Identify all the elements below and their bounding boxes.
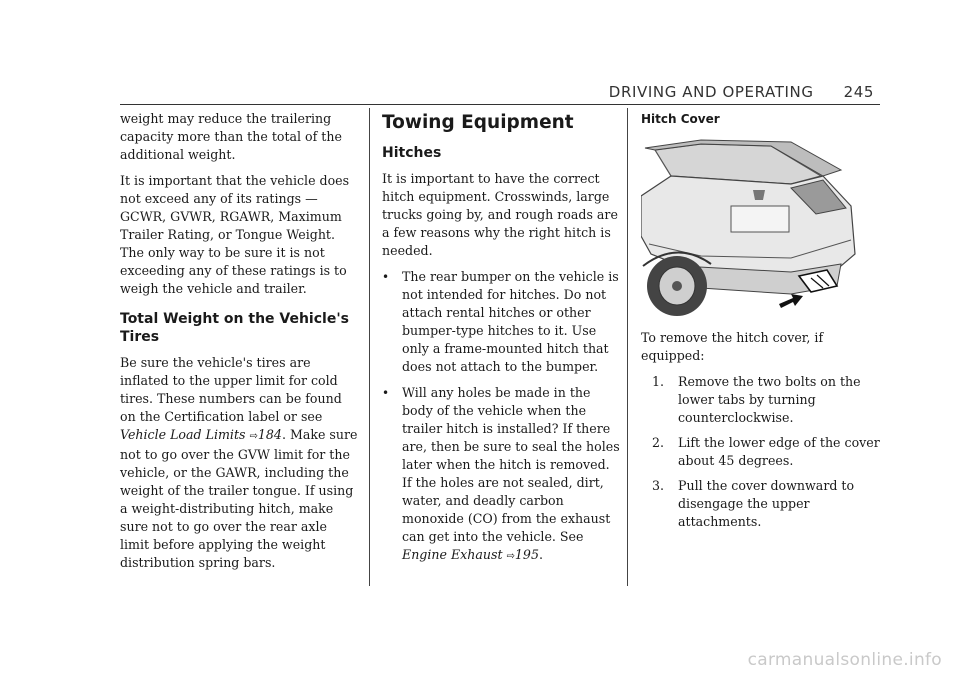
page-arrow-icon: ⇨ (249, 431, 258, 442)
step-text: Lift the lower edge of the cover about 45 degrees. (678, 435, 880, 468)
step-number: 3. (652, 478, 665, 493)
page-header (609, 83, 874, 101)
step-text: Remove the two bolts on the lower tabs by turning counterclockwise. (678, 374, 861, 425)
paragraph (120, 354, 360, 572)
list-item (652, 477, 881, 531)
column-middle (382, 110, 620, 574)
column-divider (627, 108, 628, 586)
paragraph: It is important to have the correct hitch equipment. Crosswinds, large trucks going by, and rough roads are a few reasons why the right hitch is needed. (382, 171, 618, 258)
list-item-text: Will any holes be made in the body of the vehicle when the trailer hitch is installed? If there are, then be sure to seal the holes later when the hitch is removed. If the holes are not sealed, dirt, water, and deadly carbon monoxide (CO) from the exhaust can get into the vehicle. See (402, 385, 620, 544)
section-title: DRIVING AND OPERATING (608, 83, 814, 101)
page-reference[interactable]: 195 (514, 547, 539, 562)
paragraph: To remove the hitch cover, if equipped: (641, 330, 824, 363)
step-number: 1. (652, 374, 665, 389)
paragraph: It is important that the vehicle does not exceed any of its ratings — GCWR, GVWR, RGAWR, Maximum Trailer Rating, or Tongue Weight. The only way to be sure it is not exceeding any of these ratings is to weigh the vehicle and trailer. (120, 173, 350, 296)
hitch-cover-illustration (641, 136, 861, 319)
section-heading: Hitches (382, 145, 442, 161)
page-reference[interactable]: 184 (257, 427, 282, 442)
list-item-text: The rear bumper on the vehicle is not intended for hitches. Do not attach rental hitches or other bumper-type hitches to it. Use only a frame-mounted hitch that does not attach to the bumper. (402, 269, 619, 374)
list-item (652, 434, 881, 470)
section-heading: Total Weight on the Vehicle's Tires (120, 311, 349, 345)
column-divider (369, 108, 370, 586)
paragraph-text: . Make sure not to go over the GVW limit for the vehicle, or the GAWR, including the weight of the trailer tongue. If using a weight-distributing hitch, make sure not to go over the rear axle limit before applying the weight distribution spring bars. (120, 427, 358, 570)
header-rule (120, 104, 880, 105)
list-item (382, 268, 620, 376)
cross-reference-link[interactable]: Engine Exhaust (402, 547, 503, 562)
page-number: 245 (843, 83, 874, 101)
list-item (652, 373, 881, 427)
bullet-icon: • (382, 270, 390, 284)
paragraph-text: Be sure the vehicle's tires are inflated to the upper limit for cold tires. These numbers can be found on the Certification label or see (120, 355, 342, 424)
list-item (382, 384, 620, 566)
page-arrow-icon: ⇨ (506, 551, 515, 562)
cross-reference-link[interactable]: Vehicle Load Limits (120, 427, 246, 442)
column-left (120, 110, 360, 580)
watermark: carmanualsonline.info (747, 650, 942, 670)
section-heading: Hitch Cover (641, 112, 720, 126)
bullet-icon: • (382, 386, 390, 400)
chapter-heading: Towing Equipment (382, 112, 574, 133)
step-number: 2. (652, 435, 665, 450)
paragraph: weight may reduce the trailering capacity more than the total of the additional weight. (120, 111, 342, 162)
list-item-text: . (538, 547, 543, 562)
column-right (641, 110, 881, 538)
step-text: Pull the cover downward to disengage the upper attachments. (678, 478, 855, 529)
